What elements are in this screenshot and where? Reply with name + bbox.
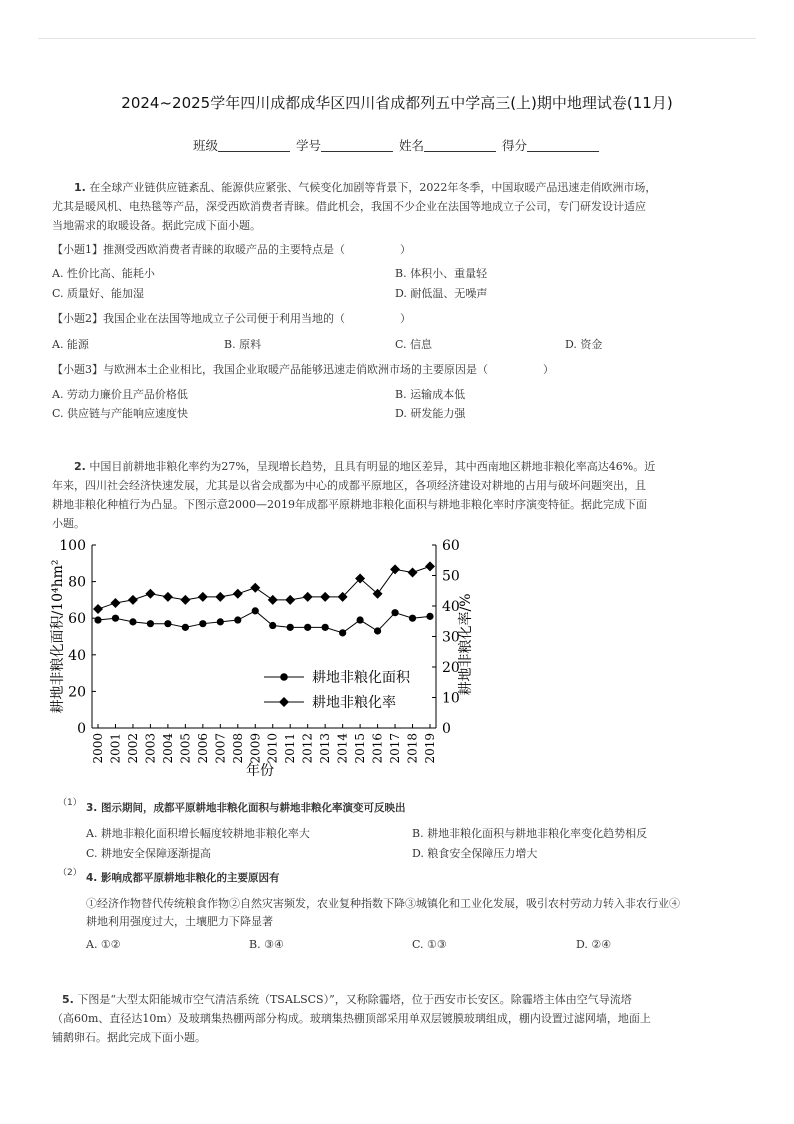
q3-option-c[interactable]: C. 耕地安全保障逐渐提高: [86, 847, 212, 860]
q1-sub3-option-b[interactable]: B. 运输成本低: [395, 388, 466, 401]
q1-sub2: 【小题2】我国企业在法国等地成立子公司便于利用当地的（ ）: [52, 312, 411, 325]
data-point-circle: [391, 609, 398, 616]
q1-line-3: 当地需求的取暖设备。据此完成下面小题。: [52, 219, 261, 232]
right-tick-label: 10: [442, 690, 460, 707]
q1-sub3: 【小题3】与欧洲本土企业相比，我国企业取暖产品能够迅速走俏欧洲市场的主要原因是（ ）: [52, 363, 554, 376]
x-tick-label: 2014: [335, 733, 350, 764]
q3-option-d[interactable]: D. 粮食安全保障压力增大: [412, 847, 538, 860]
q4-line-1: ①经济作物替代传统粮食作物②自然灾害频发，农业复种指数下降③城镇化和工业化发展，吸引农村劳动力转入非农行业④: [86, 897, 680, 910]
x-tick-label: 2018: [405, 733, 420, 764]
x-tick-label: 2016: [370, 733, 385, 764]
x-tick-label: 2017: [388, 733, 403, 764]
data-point-circle: [269, 622, 276, 629]
x-tick-label: 2011: [283, 733, 298, 764]
legend-label: 耕地非粮化率: [312, 695, 396, 711]
q1-number: 1.: [74, 181, 86, 194]
q1-line-2: 尤其是暖风机、电热毯等产品，深受西欧消费者青睐。借此机会，我国不少企业在法国等地成立子公司，专门研发设计适应: [52, 200, 646, 213]
legend-marker-diamond: [279, 697, 289, 707]
data-point-circle: [409, 615, 416, 622]
q1-sub2-option-d[interactable]: D. 资金: [565, 338, 603, 351]
q3-sub-index: （1）: [58, 798, 82, 808]
data-point-diamond: [268, 595, 278, 605]
q2-line-3: 耕地非粮化种植行为凸显。下图示意2000—2019年成都平原耕地非粮化面积与耕地非粮化率时序演变特征。据此完成下面: [52, 498, 647, 511]
left-tick-label: 80: [68, 574, 86, 591]
name-label: 姓名: [398, 138, 424, 153]
score-field[interactable]: [527, 139, 599, 152]
data-point-circle: [182, 624, 189, 631]
right-tick-label: 40: [442, 599, 460, 615]
data-point-circle: [304, 624, 311, 631]
q5-line-3: 铺鹅卵石。据此完成下面小题。: [52, 1031, 206, 1044]
left-axis-title: 耕地非粮化面积/10⁴hm²: [50, 559, 66, 714]
score-label: 得分: [501, 138, 527, 153]
q1-sub1-option-b[interactable]: B. 体积小、重量轻: [395, 267, 488, 280]
data-point-circle: [322, 624, 329, 631]
x-tick-label: 2012: [300, 733, 315, 764]
x-tick-label: 2019: [423, 733, 437, 764]
x-tick-label: 2009: [248, 733, 263, 764]
q1-stem: [52, 178, 746, 235]
data-point-diamond: [390, 564, 400, 574]
data-point-diamond: [303, 592, 313, 602]
x-tick-label: 2015: [353, 733, 368, 764]
q1-sub1: 【小题1】推测受西欧消费者青睐的取暖产品的主要特点是（ ）: [52, 243, 411, 256]
q2-stem: [52, 457, 746, 533]
right-tick-label: 20: [442, 660, 460, 676]
data-point-circle: [234, 616, 241, 623]
q1-sub1-option-a[interactable]: A. 性价比高、能耗小: [52, 267, 155, 280]
right-tick-label: 0: [442, 721, 451, 737]
q1-sub2-option-a[interactable]: A. 能源: [52, 338, 89, 351]
class-label: 班级: [192, 138, 218, 153]
right-tick-label: 50: [442, 568, 460, 585]
data-point-diamond: [250, 583, 260, 593]
left-tick-label: 60: [68, 611, 86, 628]
right-axis-title: 耕地非粮化率/%: [458, 593, 474, 696]
data-point-circle: [129, 618, 136, 625]
data-point-circle: [252, 607, 259, 614]
legend-label: 耕地非粮化面积: [312, 670, 410, 686]
q1-line-1: 在全球产业链供应链紊乱、能源供应紧张、气候变化加剧等背景下，2022年冬季，中国取暖产品迅速走俏欧洲市场，: [89, 181, 657, 194]
line-chart: [0, 535, 794, 785]
right-tick-label: 60: [442, 538, 460, 554]
data-point-diamond: [198, 592, 208, 602]
x-tick-label: 2005: [178, 733, 193, 764]
data-point-diamond: [285, 595, 295, 605]
data-point-diamond: [145, 589, 155, 599]
left-tick-label: 0: [77, 721, 86, 737]
data-point-diamond: [128, 595, 138, 605]
legend-marker-circle: [280, 673, 288, 681]
q1-sub2-option-b[interactable]: B. 原料: [224, 338, 262, 351]
data-point-diamond: [215, 592, 225, 602]
q4-line-2: 耕地利用强度过大，土壤肥力下降显著: [86, 915, 273, 928]
q5-line-1: 下图是“大型太阳能城市空气清洁系统（TSALSCS）”，又称除霾塔，位于西安市长安区。除霾塔主体由空气导流塔: [77, 993, 632, 1006]
data-point-circle: [426, 613, 433, 620]
data-point-diamond: [93, 604, 103, 614]
x-tick-label: 2004: [160, 733, 175, 764]
data-point-circle: [217, 618, 224, 625]
data-point-diamond: [180, 595, 190, 605]
x-tick-label: 2006: [195, 733, 210, 764]
x-tick-label: 2000: [91, 733, 105, 764]
data-point-diamond: [320, 592, 330, 602]
x-tick-label: 2008: [230, 733, 245, 764]
x-tick-label: 2001: [108, 733, 123, 764]
top-divider: [38, 38, 756, 39]
data-point-circle: [357, 616, 364, 623]
x-axis-title: 年份: [246, 763, 274, 779]
q1-sub3-option-c[interactable]: C. 供应链与产能响应速度快: [52, 407, 189, 420]
left-tick-label: 100: [59, 538, 86, 554]
q1-sub2-option-c[interactable]: C. 信息: [395, 338, 433, 351]
series-line: [98, 566, 430, 609]
x-tick-label: 2007: [213, 733, 228, 764]
data-point-diamond: [425, 561, 435, 571]
data-point-circle: [147, 620, 154, 627]
q5-number: 5.: [62, 993, 74, 1006]
q1-sub3-option-d[interactable]: D. 研发能力强: [395, 407, 466, 420]
class-field[interactable]: [218, 139, 290, 152]
x-tick-label: 2002: [125, 733, 140, 764]
q4-option-d[interactable]: D. ②④: [576, 938, 612, 951]
data-point-circle: [112, 615, 119, 622]
q5-stem: [52, 990, 746, 1047]
q4-option-c[interactable]: C. ①③: [412, 938, 447, 951]
data-point-circle: [339, 629, 346, 636]
page-title: 2024~2025学年四川成都成华区四川省成都列五中学高三(上)期中地理试卷(11月): [121, 94, 673, 112]
data-point-diamond: [163, 592, 173, 602]
left-tick-label: 40: [68, 647, 86, 664]
data-point-circle: [287, 624, 294, 631]
left-tick-label: 20: [68, 684, 86, 701]
data-point-diamond: [408, 567, 418, 577]
x-tick-label: 2013: [318, 733, 333, 764]
data-point-circle: [164, 620, 171, 627]
q5-line-2: （高60m、直径达10m）及玻璃集热棚两部分构成。玻璃集热棚顶部采用单双层镀膜玻璃组成，棚内设置过滤网墙，地面上: [52, 1012, 651, 1025]
id-field[interactable]: [321, 139, 393, 152]
q4-sub-index: （2）: [58, 868, 82, 878]
x-tick-label: 2010: [265, 733, 280, 764]
data-point-diamond: [233, 589, 243, 599]
q4-option-a[interactable]: A. ①②: [86, 938, 121, 951]
data-point-circle: [199, 620, 206, 627]
q2-number: 2.: [74, 460, 86, 473]
q4-option-b[interactable]: B. ③④: [249, 938, 284, 951]
student-info: [0, 136, 794, 154]
data-point-circle: [94, 616, 101, 623]
data-point-circle: [374, 627, 381, 634]
q2-line-2: 年来，四川社会经济快速发展，尤其是以省会成都为中心的成都平原地区，各项经济建设对耕地的占用与破坏问题突出，且: [52, 479, 646, 492]
data-point-diamond: [110, 598, 120, 608]
q1-sub3-option-a[interactable]: A. 劳动力廉价且产品价格低: [52, 388, 188, 401]
q3-option-a[interactable]: A. 耕地非粮化面积增长幅度较耕地非粮化率大: [86, 827, 310, 840]
q3-stem: 3. 图示期间，成都平原耕地非粮化面积与耕地非粮化率演变可反映出: [86, 802, 406, 814]
q4-stem: 4. 影响成都平原耕地非粮化的主要原因有: [86, 872, 280, 884]
id-label: 学号: [295, 138, 321, 153]
q1-sub1-option-c[interactable]: C. 质量好、能加湿: [52, 287, 145, 300]
q1-sub1-option-d[interactable]: D. 耐低温、无噪声: [395, 287, 488, 300]
q2-line-4: 小题。: [52, 517, 85, 530]
q3-option-b[interactable]: B. 耕地非粮化面积与耕地非粮化率变化趋势相反: [412, 827, 648, 840]
name-field[interactable]: [424, 139, 496, 152]
x-tick-label: 2003: [143, 733, 158, 764]
right-tick-label: 30: [442, 629, 460, 646]
q2-line-1: 中国目前耕地非粮化率约为27%，呈现增长趋势，且具有明显的地区差异，其中西南地区耕地非粮化率高达46%。近: [89, 460, 656, 473]
